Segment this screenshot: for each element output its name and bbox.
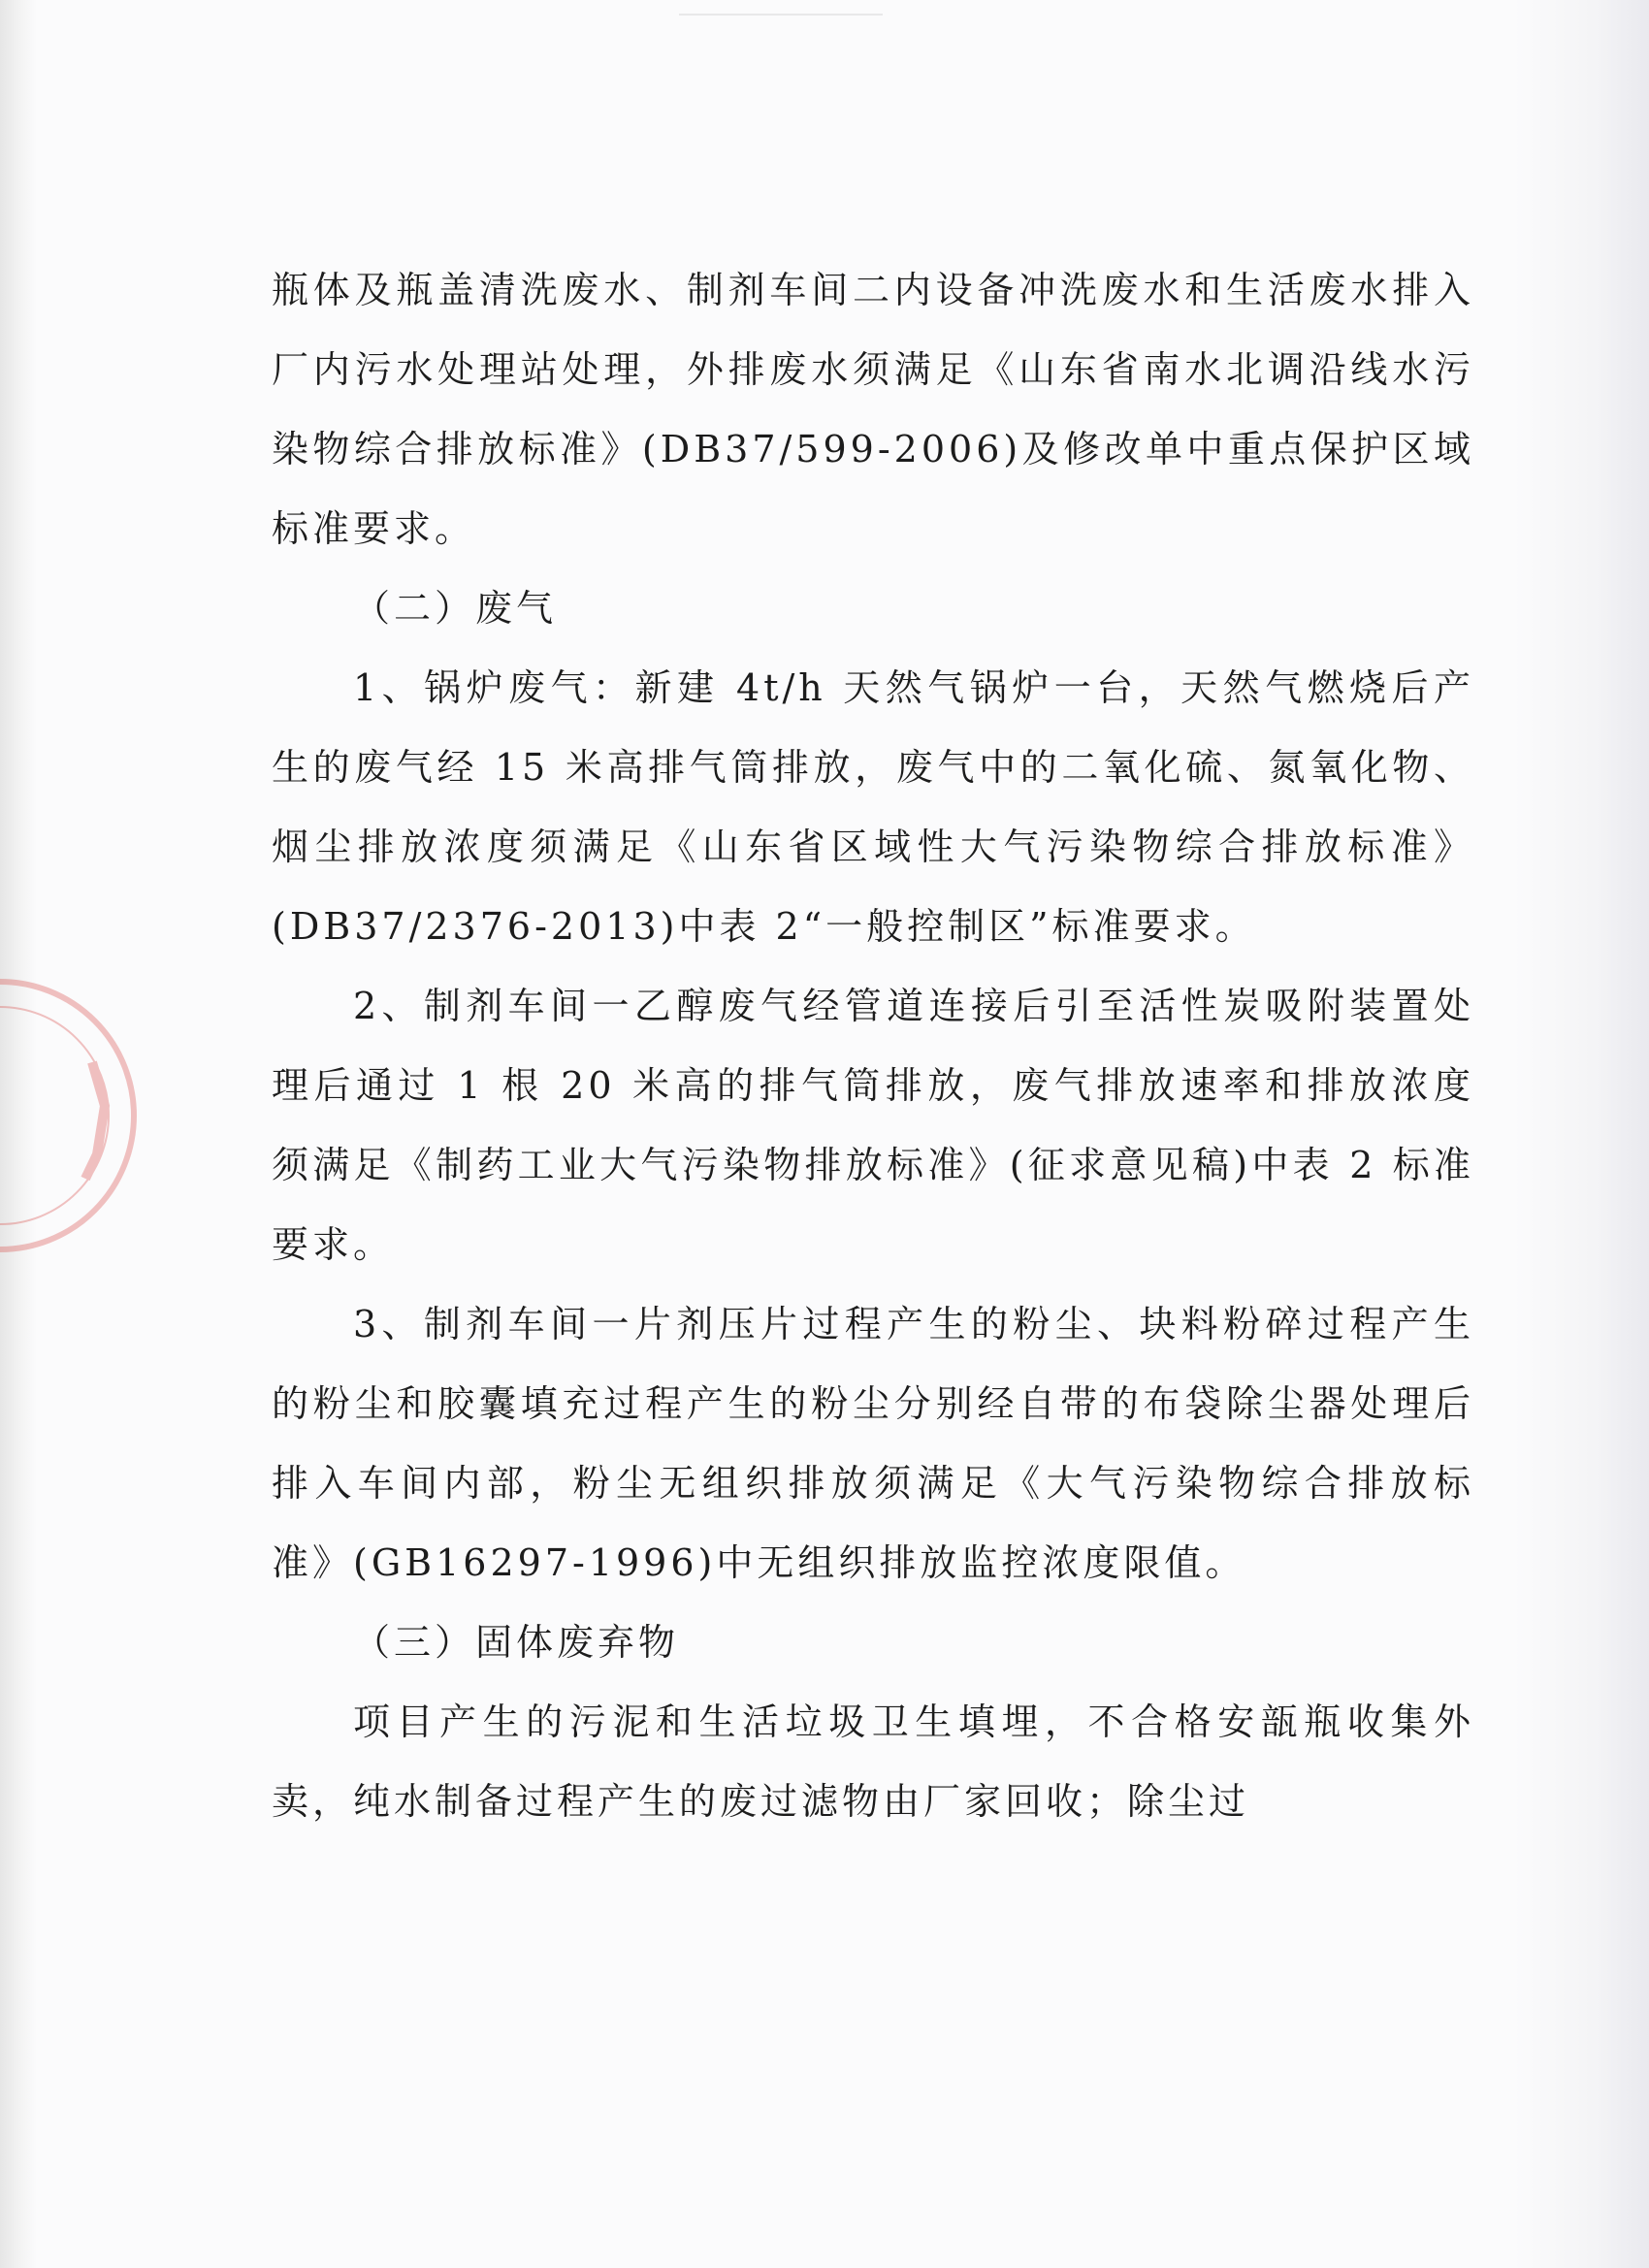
- right-edge-shadow: [1513, 0, 1649, 2268]
- paragraph-wastewater: 瓶体及瓶盖清洗废水、制剂车间二内设备冲洗废水和生活废水排入厂内污水处理站处理，外排废水须满足《山东省南水北调沿线水污染物综合排放标准》(DB37/599-2006)及修改单中重点保护区域标准要求。: [272, 269, 1474, 550]
- heading-solid-waste: （三）固体废弃物: [353, 1621, 680, 1664]
- red-seal-stamp-icon: [0, 970, 146, 1261]
- paragraph-ethanol-gas: 2、制剂车间一乙醇废气经管道连接后引至活性炭吸附装置处理后通过 1 根 20 米高的排气筒排放，废气排放速率和排放浓度须满足《制药工业大气污染物排放标准》(征求意见稿)中表 2 标准要求。: [272, 985, 1474, 1266]
- top-fold-mark: [679, 14, 883, 25]
- heading-waste-gas: （二）废气: [353, 587, 558, 630]
- paragraph-solid-waste: 项目产生的污泥和生活垃圾卫生填埋，不合格安瓿瓶收集外卖，纯水制备过程产生的废过滤物由厂家回收；除尘过: [272, 1701, 1474, 1823]
- document-body: [272, 250, 1474, 1841]
- paragraph-boiler-gas: 1、锅炉废气：新建 4t/h 天然气锅炉一台，天然气燃烧后产生的废气经 15 米高排气筒排放，废气中的二氧化硫、氮氧化物、烟尘排放浓度须满足《山东省区域性大气污染物综合排放标准》(DB37/2376-2013)中表 2“一般控制区”标准要求。: [272, 666, 1474, 948]
- paragraph-dust: 3、制剂车间一片剂压片过程产生的粉尘、块料粉碎过程产生的粉尘和胶囊填充过程产生的粉尘分别经自带的布袋除尘器处理后排入车间内部，粉尘无组织排放须满足《大气污染物综合排放标准》(GB16297-1996)中无组织排放监控浓度限值。: [272, 1303, 1474, 1584]
